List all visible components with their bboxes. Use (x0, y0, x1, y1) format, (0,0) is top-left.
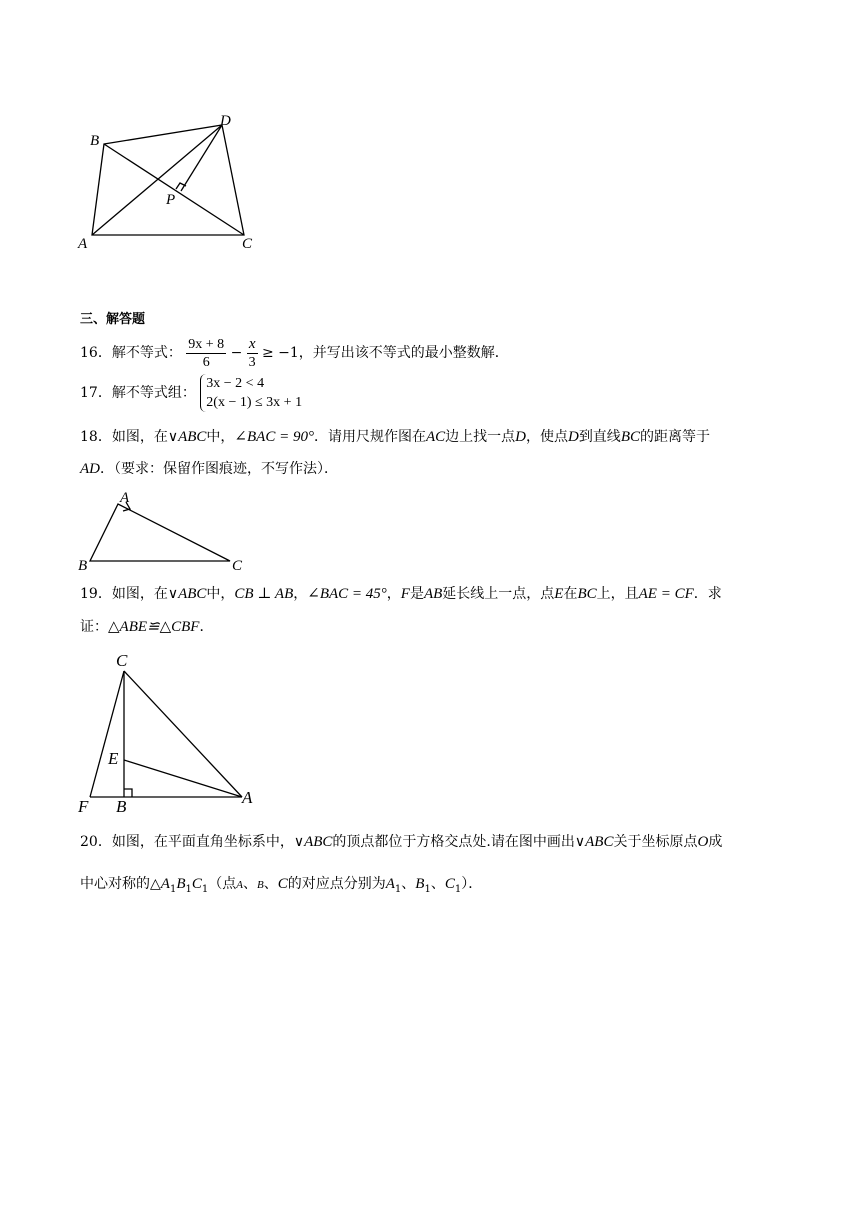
inequality-1: 3x − 2 < 4 (206, 376, 265, 391)
q20-t3: 关于坐标原点 (613, 834, 698, 850)
label-A: A (78, 236, 88, 252)
q19-l2a: 证： (80, 619, 108, 635)
label-C: C (232, 558, 243, 574)
fraction-1 (186, 336, 226, 371)
fraction-2-denominator: 3 (248, 354, 256, 370)
question-number: 19． (80, 586, 112, 602)
q20-pc: C (277, 876, 288, 892)
right-triangle-figure (72, 488, 262, 574)
q19-angle: ∠BAC = 45° (307, 586, 387, 602)
sub: 1 (169, 883, 177, 895)
q20-t2: 的顶点都位于方格交点处.请在图中画出∨ (332, 834, 586, 850)
q20-pa: A (236, 879, 243, 891)
q19-t6: 上，且 (596, 586, 639, 602)
label-B: B (116, 797, 127, 816)
question-18-line-2 (80, 459, 338, 479)
minus-sign: − (230, 345, 243, 361)
label-F: F (78, 797, 89, 816)
q18-ac: AC (425, 429, 446, 445)
q18-t3: ．请用尺规作图在 (313, 429, 426, 445)
sub: 1 (201, 883, 209, 895)
q19-sep1: ， (293, 586, 308, 602)
q19-t4: 延长线上一点，点 (442, 586, 555, 602)
label-C: C (242, 236, 253, 252)
q19-t1: 如图，在∨ (111, 586, 179, 602)
label-E: E (108, 749, 119, 768)
label-P: P (166, 192, 176, 208)
fraction-2 (247, 336, 258, 371)
q19-t3: 是 (409, 586, 424, 602)
q20-rc1: C (444, 876, 455, 892)
q19-e: E (554, 586, 564, 602)
q19-tri: ABC (178, 586, 207, 602)
q18-d2: D (567, 429, 579, 445)
q19-bc: BC (577, 586, 597, 602)
q20-l2c: 的对应点分别为 (287, 876, 386, 892)
q17-prefix: 解不等式组： (111, 385, 196, 401)
question-number: 17． (80, 385, 112, 401)
fraction-2-numerator: x (248, 335, 256, 352)
triangle-congruence-figure (72, 646, 272, 818)
q20-pb: B (257, 879, 264, 891)
sub: 1 (394, 883, 402, 895)
q18-bc: BC (620, 429, 640, 445)
question-19-line-1 (80, 584, 722, 604)
q20-b1: B (176, 876, 186, 892)
question-number: 16． (80, 345, 112, 361)
q20-ra1: A (385, 876, 395, 892)
q20-t1: 如图，在平面直角坐标系中，∨ (111, 834, 305, 850)
label-B: B (78, 558, 88, 574)
q18-angle: ∠BAC = 90° (234, 429, 314, 445)
q18-t2: 中， (206, 429, 235, 445)
q19-eq: AE = CF (638, 586, 694, 602)
q18-t8: ．（要求：保留作图痕迹，不写作法）． (100, 461, 338, 477)
q18-d: D (515, 429, 526, 445)
q19-t2: 中， (206, 586, 235, 602)
q19-ab: AB (423, 586, 443, 602)
question-19-line-2 (80, 617, 213, 637)
fraction-1-numerator: 9x + 8 (188, 336, 225, 352)
q18-t4: 边上找一点 (445, 429, 516, 445)
q19-congruence: △ABE≌△CBF (108, 619, 200, 635)
sub: 1 (185, 883, 192, 895)
question-number: 18． (80, 429, 112, 445)
inequality-2: 2(x − 1) ≤ 3x + 1 (206, 395, 303, 410)
label-A: A (120, 490, 130, 506)
rhs: ≥ −1 (261, 345, 299, 361)
q20-c1: C (191, 876, 202, 892)
q20-o: O (697, 834, 709, 850)
inequality-system (200, 374, 302, 412)
q20-dot2: 、 (263, 876, 278, 892)
question-17 (80, 373, 302, 413)
q19-sep2: ， (386, 586, 401, 602)
question-16 (80, 333, 509, 373)
label-A: A (242, 788, 253, 807)
label-D: D (220, 113, 231, 129)
q20-tri2: ABC (585, 834, 614, 850)
q19-l2b: ． (199, 619, 214, 635)
question-20-line-1 (80, 832, 722, 852)
q20-tri: ABC (304, 834, 333, 850)
question-20-line-2 (80, 874, 482, 900)
fraction-1-denominator: 6 (202, 354, 210, 370)
q20-a1: A (160, 876, 170, 892)
q20-dot3: 、 (401, 876, 416, 892)
q20-l2b: （点 (208, 876, 237, 892)
quadrilateral-figure (70, 105, 280, 255)
q16-prefix: 解不等式： (111, 345, 182, 361)
sub: 1 (454, 883, 462, 895)
section-title: 三、解答题 (80, 312, 146, 327)
q19-f: F (400, 586, 410, 602)
label-C: C (116, 651, 128, 670)
q19-t5: 在 (563, 586, 578, 602)
question-18-line-1 (80, 427, 710, 447)
q20-l2d: ）． (461, 876, 483, 892)
q19-perp: CB ⊥ AB (234, 586, 294, 602)
q18-t5: ，使点 (525, 429, 568, 445)
q20-dot4: 、 (430, 876, 445, 892)
q18-tri: ABC (178, 429, 207, 445)
q20-dot1: 、 (243, 876, 257, 892)
q18-t1: 如图，在∨ (111, 429, 179, 445)
q18-t7: 的距离等于 (639, 429, 710, 445)
q18-t6: 到直线 (578, 429, 621, 445)
q20-rb1: B (415, 876, 425, 892)
label-B: B (90, 133, 100, 149)
q20-l2a: 中心对称的△ (80, 876, 161, 892)
sub: 1 (424, 883, 431, 895)
q20-t4: 成 (708, 834, 723, 850)
q16-suffix: ，并写出该不等式的最小整数解． (298, 345, 509, 361)
q19-t7: ．求 (693, 586, 722, 602)
question-number: 20． (80, 834, 112, 850)
q18-ad: AD (80, 461, 100, 477)
